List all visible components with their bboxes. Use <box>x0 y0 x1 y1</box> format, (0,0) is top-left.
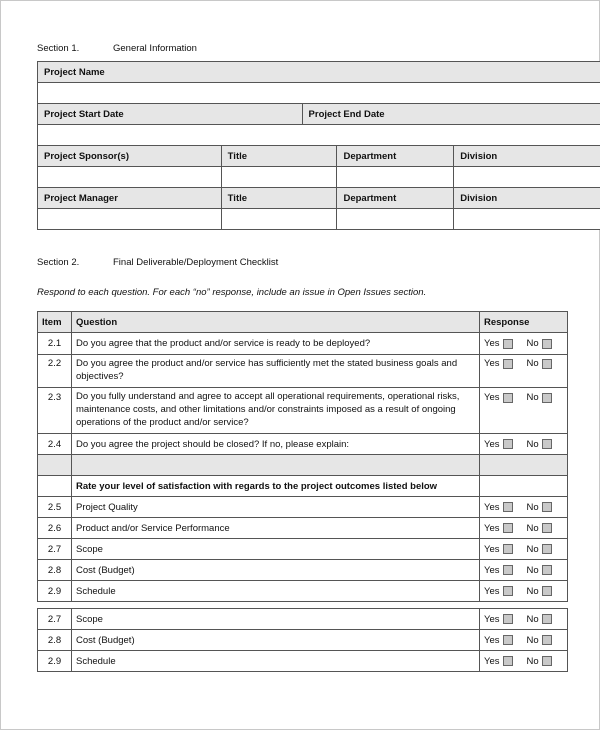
section-2-heading <box>37 257 278 268</box>
yes-checkbox[interactable] <box>503 393 513 403</box>
yes-checkbox[interactable] <box>503 359 513 369</box>
sponsor-label: Project Sponsor(s) <box>38 146 222 167</box>
instructions: Respond to each question. For each “no” response, include an issue in Open Issues section. <box>37 287 427 298</box>
spacer-row <box>38 455 568 476</box>
sponsor-division-label: Division <box>454 146 600 167</box>
yes-checkbox[interactable] <box>503 523 513 533</box>
no-checkbox[interactable] <box>542 656 552 666</box>
item-number: 2.7 <box>38 609 72 630</box>
yes-checkbox[interactable] <box>503 502 513 512</box>
response-cell <box>480 609 568 630</box>
yes-checkbox[interactable] <box>503 439 513 449</box>
project-dates-field[interactable] <box>38 125 600 146</box>
no-label: No <box>526 522 539 534</box>
table-row <box>38 560 568 581</box>
no-label: No <box>526 501 539 513</box>
manager-division-field[interactable] <box>454 209 600 230</box>
project-name-input-row <box>38 83 600 104</box>
sponsor-department-field[interactable] <box>337 167 454 188</box>
yes-checkbox[interactable] <box>503 635 513 645</box>
table-row <box>38 581 568 602</box>
response-cell <box>480 630 568 651</box>
no-label: No <box>526 564 539 576</box>
section-1-heading <box>37 43 197 54</box>
yes-checkbox[interactable] <box>503 339 513 349</box>
no-checkbox[interactable] <box>542 614 552 624</box>
question-text: Cost (Budget) <box>72 630 480 651</box>
yes-checkbox[interactable] <box>503 565 513 575</box>
project-name-field[interactable] <box>38 83 600 104</box>
section-title: Final Deliverable/Deployment Checklist <box>113 257 279 268</box>
table-row <box>38 630 568 651</box>
item-number: 2.7 <box>38 539 72 560</box>
response-cell <box>480 518 568 539</box>
project-name-label: Project Name <box>38 62 600 83</box>
response-cell <box>480 388 568 434</box>
checklist-table <box>37 311 568 602</box>
table-row <box>38 434 568 455</box>
manager-department-field[interactable] <box>337 209 454 230</box>
item-number: 2.3 <box>38 388 72 434</box>
yes-label: Yes <box>484 438 500 450</box>
question-text: Do you fully understand and agree to accept all operational requirements, operational risks, maintenance costs, and other limitations and/or constraints imposed as a result of ongoing operations of the product and/or service? <box>72 388 480 434</box>
question-text: Project Quality <box>72 497 480 518</box>
no-checkbox[interactable] <box>542 544 552 554</box>
question-text: Scope <box>72 539 480 560</box>
sponsor-title-label: Title <box>222 146 338 167</box>
response-cell <box>480 581 568 602</box>
table-row <box>38 539 568 560</box>
item-header: Item <box>38 312 72 333</box>
no-checkbox[interactable] <box>542 439 552 449</box>
blank-cell <box>38 476 72 497</box>
no-checkbox[interactable] <box>542 523 552 533</box>
no-checkbox[interactable] <box>542 393 552 403</box>
yes-checkbox[interactable] <box>503 544 513 554</box>
project-name-row <box>38 62 600 83</box>
item-number: 2.8 <box>38 630 72 651</box>
yes-label: Yes <box>484 613 500 625</box>
table-header-row <box>38 312 568 333</box>
manager-title-field[interactable] <box>222 209 338 230</box>
response-cell <box>480 497 568 518</box>
response-cell <box>480 333 568 355</box>
manager-title-label: Title <box>222 188 338 209</box>
no-label: No <box>526 655 539 667</box>
satisfaction-heading-row <box>38 476 568 497</box>
no-label: No <box>526 585 539 597</box>
sponsor-title-field[interactable] <box>222 167 338 188</box>
yes-label: Yes <box>484 501 500 513</box>
spacer-cell <box>480 455 568 476</box>
item-number: 2.5 <box>38 497 72 518</box>
no-label: No <box>526 392 539 403</box>
table-row <box>38 651 568 672</box>
no-label: No <box>526 438 539 450</box>
sponsor-row <box>38 146 600 167</box>
item-number: 2.4 <box>38 434 72 455</box>
no-label: No <box>526 543 539 555</box>
table-row <box>38 609 568 630</box>
question-text: Cost (Budget) <box>72 560 480 581</box>
general-information-grid <box>37 61 600 230</box>
table-row <box>38 497 568 518</box>
sponsor-input-row <box>38 167 600 188</box>
spacer-cell <box>38 455 72 476</box>
no-checkbox[interactable] <box>542 339 552 349</box>
question-text: Scope <box>72 609 480 630</box>
yes-checkbox[interactable] <box>503 614 513 624</box>
no-checkbox[interactable] <box>542 635 552 645</box>
table-row <box>38 518 568 539</box>
yes-label: Yes <box>484 634 500 646</box>
question-text: Product and/or Service Performance <box>72 518 480 539</box>
satisfaction-heading: Rate your level of satisfaction with regards to the project outcomes listed below <box>72 476 480 497</box>
no-label: No <box>526 358 539 369</box>
no-label: No <box>526 613 539 625</box>
question-header: Question <box>72 312 480 333</box>
manager-input-row <box>38 209 600 230</box>
yes-label: Yes <box>484 585 500 597</box>
section-number: Section 2. <box>37 257 80 268</box>
spacer-cell <box>72 455 480 476</box>
yes-label: Yes <box>484 564 500 576</box>
yes-label: Yes <box>484 655 500 667</box>
no-label: No <box>526 634 539 646</box>
item-number: 2.9 <box>38 651 72 672</box>
response-cell <box>480 355 568 388</box>
yes-label: Yes <box>484 338 500 349</box>
project-dates-input-row <box>38 125 600 146</box>
table-row <box>38 355 568 388</box>
question-text: Do you agree the project should be closed? If no, please explain: <box>72 434 480 455</box>
question-text: Schedule <box>72 581 480 602</box>
sponsor-division-field[interactable] <box>454 167 600 188</box>
item-number: 2.9 <box>38 581 72 602</box>
yes-label: Yes <box>484 543 500 555</box>
item-number: 2.8 <box>38 560 72 581</box>
no-checkbox[interactable] <box>542 502 552 512</box>
manager-row <box>38 188 600 209</box>
no-label: No <box>526 338 539 349</box>
blank-cell <box>480 476 568 497</box>
response-cell <box>480 434 568 455</box>
manager-name-field[interactable] <box>38 209 222 230</box>
item-number: 2.2 <box>38 355 72 388</box>
question-text: Do you agree the product and/or service has sufficiently met the stated business goals and objectives? <box>72 355 480 388</box>
yes-checkbox[interactable] <box>503 656 513 666</box>
item-number: 2.6 <box>38 518 72 539</box>
manager-division-label: Division <box>454 188 600 209</box>
sponsor-department-label: Department <box>337 146 454 167</box>
yes-label: Yes <box>484 392 500 403</box>
response-cell <box>480 539 568 560</box>
start-date-label: Project Start Date <box>38 104 303 125</box>
question-text: Schedule <box>72 651 480 672</box>
response-cell <box>480 651 568 672</box>
manager-department-label: Department <box>337 188 454 209</box>
table-row <box>38 333 568 355</box>
yes-label: Yes <box>484 358 500 369</box>
no-checkbox[interactable] <box>542 586 552 596</box>
response-cell <box>480 560 568 581</box>
item-number: 2.1 <box>38 333 72 355</box>
section-title: General Information <box>113 43 197 54</box>
no-checkbox[interactable] <box>542 565 552 575</box>
yes-checkbox[interactable] <box>503 586 513 596</box>
manager-label: Project Manager <box>38 188 222 209</box>
no-checkbox[interactable] <box>542 359 552 369</box>
checklist-table-continued <box>37 608 568 672</box>
sponsor-name-field[interactable] <box>38 167 222 188</box>
project-dates-row <box>38 104 600 125</box>
response-header: Response <box>480 312 568 333</box>
section-number: Section 1. <box>37 43 80 54</box>
question-text: Do you agree that the product and/or service is ready to be deployed? <box>72 333 480 355</box>
end-date-label: Project End Date <box>303 104 600 125</box>
yes-label: Yes <box>484 522 500 534</box>
table-row <box>38 388 568 434</box>
